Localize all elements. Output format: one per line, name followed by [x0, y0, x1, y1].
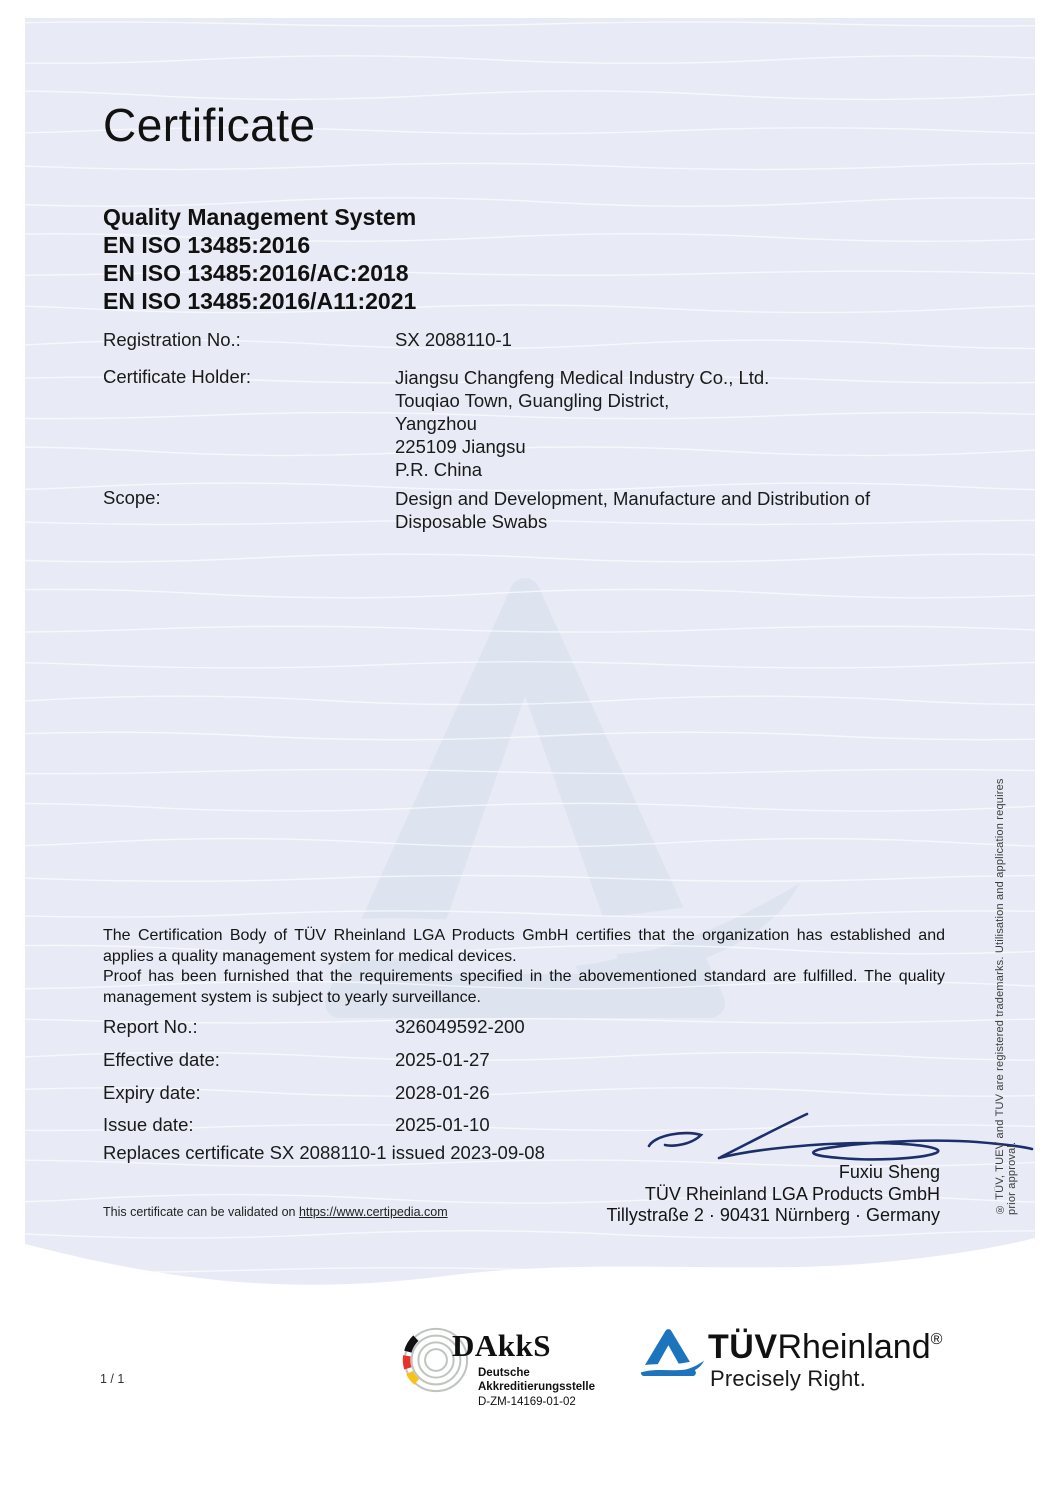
signatory-block — [540, 1162, 940, 1227]
signatory-name: Fuxiu Sheng — [838, 1162, 940, 1182]
holder-line: P.R. China — [395, 459, 483, 480]
registration-label: Registration No.: — [103, 329, 241, 350]
holder-line: 225109 Jiangsu — [395, 436, 526, 457]
certipedia-link[interactable]: https://www.certipedia.com — [298, 1205, 448, 1219]
report-no-label: Report No.: — [103, 1016, 198, 1037]
standard-line: EN ISO 13485:2016/AC:2018 — [103, 260, 409, 286]
holder-line: Yangzhou — [395, 413, 477, 434]
standards-block — [103, 203, 416, 315]
expiry-date-value: 2028-01-26 — [395, 1082, 490, 1103]
tuv-wordmark — [708, 1328, 942, 1367]
statement-paragraph: The Certification Body of TÜV Rheinland LGA Products GmbH certifies that the organization has established and applies a quality management system for medical devices. — [103, 927, 945, 965]
statement-paragraph: Proof has been furnished that the requirements specified in the abovementioned standard are fulfilled. The quality management system is subject to yearly surveillance. — [103, 968, 945, 1006]
expiry-date-label: Expiry date: — [103, 1082, 201, 1103]
scope-value: Design and Development, Manufacture and Distribution of Disposable Swabs — [395, 488, 871, 532]
tuv-rheinland-logo — [636, 1316, 966, 1406]
registration-value: SX 2088110-1 — [395, 329, 512, 350]
report-no-value: 326049592-200 — [395, 1016, 525, 1037]
validation-text: This certificate can be validated on — [103, 1205, 299, 1219]
standards-heading: Quality Management System — [103, 204, 417, 230]
tuv-triangle-icon — [636, 1320, 704, 1390]
dakks-logo — [394, 1318, 624, 1418]
signatory-address: Tillystraße 2 · 90431 Nürnberg · Germany — [606, 1205, 940, 1225]
standard-line: EN ISO 13485:2016 — [103, 232, 311, 258]
page-indicator: 1 / 1 — [100, 1372, 125, 1386]
scope-label: Scope: — [103, 487, 161, 508]
tuv-wordmark-regular: Rheinland — [777, 1328, 931, 1366]
registered-mark: ® — [930, 1331, 943, 1348]
tuv-wordmark-bold: TÜV — [708, 1328, 778, 1366]
page-title: Certificate — [103, 99, 316, 151]
dakks-subtitle: Deutsche — [478, 1367, 530, 1379]
holder-line: Touqiao Town, Guangling District, — [395, 390, 670, 411]
signatory-company: TÜV Rheinland LGA Products GmbH — [644, 1183, 940, 1204]
validation-note — [103, 1205, 448, 1219]
effective-date-value: 2025-01-27 — [395, 1049, 490, 1070]
issue-date-value: 2025-01-10 — [395, 1114, 490, 1135]
holder-line: Jiangsu Changfeng Medical Industry Co., Ltd. — [395, 367, 770, 388]
tuv-tagline: Precisely Right. — [710, 1366, 867, 1391]
issue-date-label: Issue date: — [103, 1114, 194, 1135]
holder-label: Certificate Holder: — [103, 366, 252, 387]
dakks-accreditation-id: D-ZM-14169-01-02 — [478, 1396, 576, 1408]
trademark-note: ® TÜV, TUEV and TUV are registered trademarks. Utilisation and application requires prior approval. — [994, 778, 1018, 1215]
effective-date-label: Effective date: — [103, 1049, 220, 1070]
replaces-note: Replaces certificate SX 2088110-1 issued 2023-09-08 — [103, 1142, 545, 1163]
dakks-subtitle: Akkreditierungsstelle — [478, 1381, 595, 1393]
holder-address — [395, 366, 769, 481]
certification-statement — [103, 926, 945, 1008]
dakks-wordmark: DAkkS — [452, 1328, 551, 1363]
standard-line: EN ISO 13485:2016/A11:2021 — [103, 288, 417, 314]
